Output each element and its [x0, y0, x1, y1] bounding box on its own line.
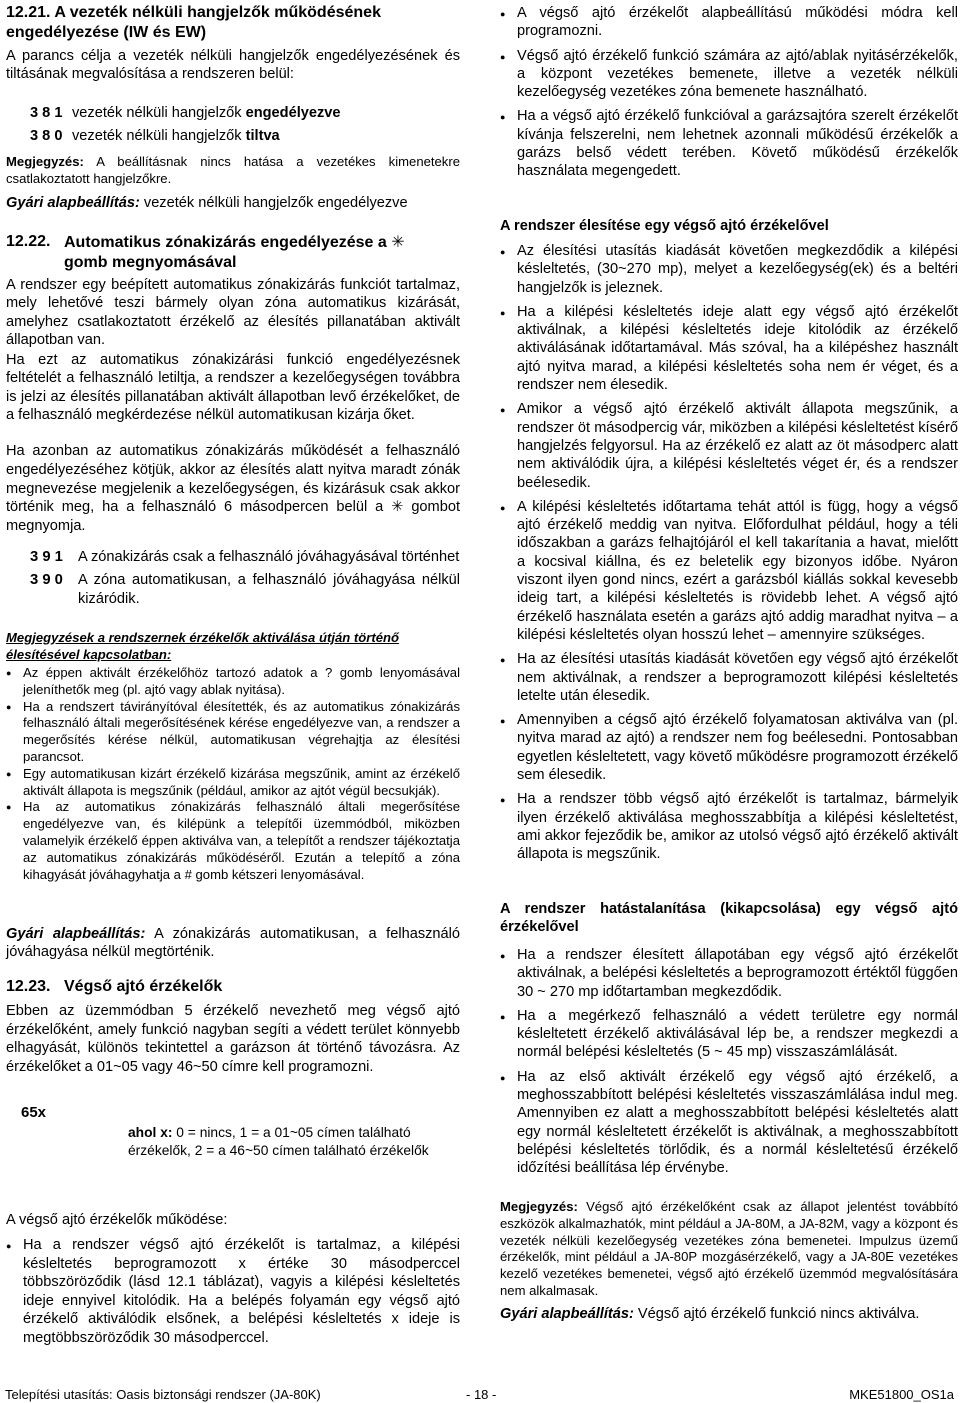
- section-12-23-heading: 12.23. Végső ajtó érzékelők: [6, 978, 223, 995]
- footer-title: Telepítési utasítás: Oasis biztonsági rendszer (JA-80K): [5, 1387, 321, 1402]
- command-391: [30, 548, 460, 567]
- section-12-23-p1: Ebben az üzemmódban 5 érzékelő nevezhető meg végső ajtó érzékelőként, amely funkció nagyban segíti a védett terület könnyebb elhagyását, különös tekintettel a garázson át történő távozásra. Az érzékelőket a 01~05 vagy 46~50 címre kell programozni.: [6, 1003, 460, 1075]
- final-door-default: Gyári alapbeállítás: Végső ajtó érzékelő funkció nincs aktiválva.: [500, 1306, 920, 1322]
- page-footer: [0, 1386, 960, 1403]
- section-12-22-heading: 12.22. Automatikus zónakizárás engedélyezése a ✳ gomb megnyomásával: [6, 232, 405, 271]
- note-item: ● Ha az automatikus zónakizárás felhasználó általi megerősítése engedélyezve van, és kilépünk a telepítői üzemmódból, miközben valamelyik érzékelő éppen aktiválva van, a telepítőt a rendszer tájékoztatja az automatikus zónakizárás működéséről. Ezután a telepítő a zóna kihagyását jóváhagyhatja a # gomb kétszeri lenyomásával.: [6, 799, 460, 883]
- section-12-22-default: Gyári alapbeállítás: A zónakizárás automatikusan, a felhasználó jóváhagyása nélkül megtörténik.: [6, 926, 461, 961]
- section-12-21-default: Gyári alapbeállítás: vezeték nélküli hangjelzők engedélyezve: [6, 195, 408, 211]
- disarming-item: ● Ha az első aktivált érzékelő egy végső ajtó érzékelő, a meghosszabbított belépési késleltetés visszaszámlálása indul meg. Amennyiben ez alatt a meghosszabbított belépési késleltetés alatt egy normál késleltetett érzékelőt is aktiválnak, a meghosszabbított belépési késleltetés törlődik, és a normál késleltetésű érzékelő időzítési beállítása lép érvénybe.: [500, 1068, 958, 1178]
- requirement-item: ● Ha a végső ajtó érzékelő funkcióval a garázsajtóra szerelt érzékelőt kívánja felszerelni, nem lehetnek azonnali működésű érzékelők a garázs belső védett terében. Követő működésű érzékelők használata megengedett.: [500, 107, 958, 180]
- final-door-note: Megjegyzés: Végső ajtó érzékelőként csak az állapot jelentést továbbító eszközök alkalmazhatók, mint például a JA-80M, a JA-82M, vagy a központ és vezeték nélküli kezelőegység vezetékes zóna bemenetei. Impulzus üzemű érzékelők, mint például a JA-80P mozgásérzékelő, vagy a JA-80E vezetékes kezelő vezetékes bemenetei, végső ajtó érzékelő üzemmód megvalósítására nem alkalmasak.: [500, 1199, 958, 1298]
- program-code: 65x: [21, 1104, 47, 1121]
- requirement-item: ● A végső ajtó érzékelőt alapbeállítású működési módra kell programozni.: [500, 4, 958, 41]
- notes-heading: Megjegyzések a rendszernek érzékelők aktiválása útján történő élesítésével kapcsolatban:: [6, 630, 399, 662]
- command-text: vezeték nélküli hangjelzők tiltva: [72, 128, 280, 145]
- note-item: ● Az éppen aktivált érzékelőhöz tartozó adatok a ? gomb lenyomásával jeleníthetők meg (pl. ajtó vagy ablak nyitása).: [6, 665, 460, 699]
- command-list-38x: [30, 104, 460, 146]
- arming-item: ● Amennyiben a cégső ajtó érzékelő folyamatosan aktiválva van (pl. nyitva marad az ajtó) a rendszer nem fog beélesedni. Pontosabban egyetlen késleltetett, vagy követő működésre programozott érzékelő sem élesedik.: [500, 711, 958, 784]
- page-number: - 18 -: [466, 1387, 497, 1402]
- arming-list: [500, 242, 958, 864]
- arming-item: ● Ha a rendszer több végső ajtó érzékelőt is tartalmaz, bármelyik ilyen érzékelő aktiválása meghosszabbítja a kilépési késleltetést, ami akkor fejeződik be, amikor az utolsó végső ajtó érzékelő aktivált állapota is megszűnik.: [500, 790, 958, 863]
- arming-item: ● Amikor a végső ajtó érzékelő aktivált állapota megszűnik, a rendszer öt másodpercig vár, miközben a kilépési késleltetést kísérő hangjelzés felgyorsul. Ha az érzékelő ez alatt az öt másodperc alatt nem aktiválódik újra, a kilépési késleltetés véget ér, és a rendszer beélesedik.: [500, 400, 958, 491]
- section-12-22-p2: Ha ezt az automatikus zónakizárási funkció engedélyezésnek feltételét a felhasználó letiltja, a rendszer a kezelőegységen továbbra is jelzi az élesítés pillanatában aktivált állapotban levő érzékelőket, de a felhasználó megkérdezése nélkül automatikusan kizárja őket.: [6, 352, 460, 423]
- command-text: vezeték nélküli hangjelzők engedélyezve: [72, 105, 341, 121]
- arming-item: ● Az élesítési utasítás kiadását követően megkezdődik a kilépési késleltetés, (30~270 mp), melyet a kezelőegység(ek) és a beltéri hangjelzők is jeleznek.: [500, 242, 958, 297]
- command-list-39x: [30, 548, 460, 609]
- section-12-22-p3: Ha azonban az automatikus zónakizárás működését a felhasználó engedélyezéséhez kötjük, akkor az élesítés alatt nyitva maradt zónák megnevezése megjelenik a kezelőegységen, és kizárásuk csak akkor történik meg, ha a felhasználó 6 másodpercen belül a ✳ gombot megnyomja.: [6, 443, 460, 535]
- arming-heading: A rendszer élesítése egy végső ajtó érzékelővel: [500, 218, 829, 234]
- operation-item: ● Ha a rendszer végső ajtó érzékelőt is tartalmaz, a kilépési késleltetés beprogramozott x értéke 30 másodperccel többszöröződik (lásd 12.1 táblázat), vagyis a kilépési késleltetés ideje ennyivel kitolódik. Ha a belépés folyamán egy végső ajtó érzékelő aktiválódik elsőnek, a belépési késleltetés x ideje is megtöbbszöröződik 30 másodperccel.: [6, 1236, 460, 1347]
- section-12-21-heading: 12.21. A vezeték nélküli hangjelzők működésének engedélyezése (IW és EW): [6, 4, 381, 41]
- document-code: MKE51800_OS1a: [849, 1387, 954, 1402]
- arming-item: ● Ha az élesítési utasítás kiadását követően egy végső ajtó érzékelőt nem aktiválnak, a rendszer a beprogramozott kilépési késleltetés letelte után élesedik.: [500, 650, 958, 705]
- command-code: 3 9 0: [30, 572, 63, 588]
- program-code-description: ahol x: 0 = nincs, 1 = a 01~05 címen található érzékelők, 2 = a 46~50 címen található érzékelők: [128, 1125, 429, 1158]
- note-item: ● Egy automatikusan kizárt érzékelő kizárása megszűnik, amint az érzékelő aktivált állapota is megszűnik (például, amikor az ajtót végül becsukják).: [6, 766, 460, 800]
- command-380: [30, 127, 460, 145]
- star-key-icon: ✳: [391, 498, 404, 516]
- command-390: [30, 571, 460, 609]
- disarming-list: [500, 946, 958, 1178]
- command-code: 3 8 1: [30, 105, 63, 121]
- star-key-icon: ✳: [391, 232, 405, 251]
- arming-item: ● Ha a kilépési késleltetés ideje alatt egy végső ajtó érzékelőt aktiválnak, a kilépési késleltetés ideje kitolódik az érzékelő aktiválásának időtartamával. Más szóval, ha a kilépéshez használt ajtó nyitva marad, a kilépési késleltetés soha nem ér véget, és a rendszer nem élesedik.: [500, 303, 958, 394]
- disarming-item: ● Ha a rendszer élesített állapotában egy végső ajtó érzékelőt aktiválnak, a belépési késleltetés a beprogramozott értéktől függően 30 ~ 270 mp időtartamban megkezdődik.: [500, 946, 958, 1001]
- section-12-21-note: Megjegyzés: A beállításnak nincs hatása a vezetékes kimenetekre csatlakoztatott hangjelzőkre.: [6, 154, 460, 186]
- section-12-22-p1: A rendszer egy beépített automatikus zónakizárás funkciót tartalmaz, mely lehetővé teszi bármely olyan zóna automatikus kizárását, amelyhez csatlakoztatott érzékelő az élesítés pillanatában aktivált állapotban van.: [6, 277, 460, 348]
- operation-list: [6, 1236, 460, 1347]
- command-381: [30, 104, 460, 122]
- arming-item: ● A kilépési késleltetés időtartama tehát attól is függ, hogy a végső ajtó érzékelő meddig van nyitva. Előfordulhat például, hogy a téli időszakban a garázs felhajtójáról el kell takarítania a havat, mielőtt a kocsival kiállna, és ez beletelik egy bizonyos időbe. Nyáron viszont ilyen gond nincs, ezért a garázsból kiállás sokkal kevesebb ideig tart, a kilépési késleltetés is rövidebb lehet. A végső ajtó érzékelő használata esetén a garázs ajtó addig maradhat nyitva – a kilépési késleltetés olyan hosszú lehet – amennyire szükséges.: [500, 498, 958, 644]
- final-door-requirements-list: [500, 4, 958, 181]
- requirement-item: ● Végső ajtó érzékelő funkció számára az ajtó/ablak nyitásérzékelők, a központ vezetékes bemenete, illetve a vezeték nélküli kezelőegység vezetékes zóna bemenete használható.: [500, 47, 958, 102]
- command-text: A zónakizárás csak a felhasználó jóváhagyásával történhet: [78, 549, 460, 565]
- command-code: 3 9 1: [30, 549, 63, 565]
- note-item: ● Ha a rendszert távirányítóval élesítették, és az automatikus zónakizárás felhasználó általi megerősítésének kérése engedélyezve van, a rendszer a megerősítés kérése nélkül, automatikusan végrehajtja az élesítési parancsot.: [6, 699, 460, 766]
- section-12-21-intro: A parancs célja a vezeték nélküli hangjelzők engedélyezésének és tiltásának megvalósítása a rendszeren belül:: [6, 48, 460, 83]
- disarming-item: ● Ha a megérkező felhasználó a védett területre egy normál késleltetett érzékelő aktiválásával lép be, a rendszer megkezdi a normál belépési késleltetés (5 ~ 45 mp) visszaszámlálását.: [500, 1007, 958, 1062]
- operation-heading: A végső ajtó érzékelők működése:: [6, 1212, 228, 1228]
- command-code: 3 8 0: [30, 128, 63, 145]
- command-text: A zóna automatikusan, a felhasználó jóváhagyása nélkül kizáródik.: [78, 572, 460, 607]
- notes-list: [6, 665, 460, 883]
- disarming-heading: A rendszer hatástalanítása (kikapcsolása) egy végső ajtó érzékelővel: [500, 901, 958, 936]
